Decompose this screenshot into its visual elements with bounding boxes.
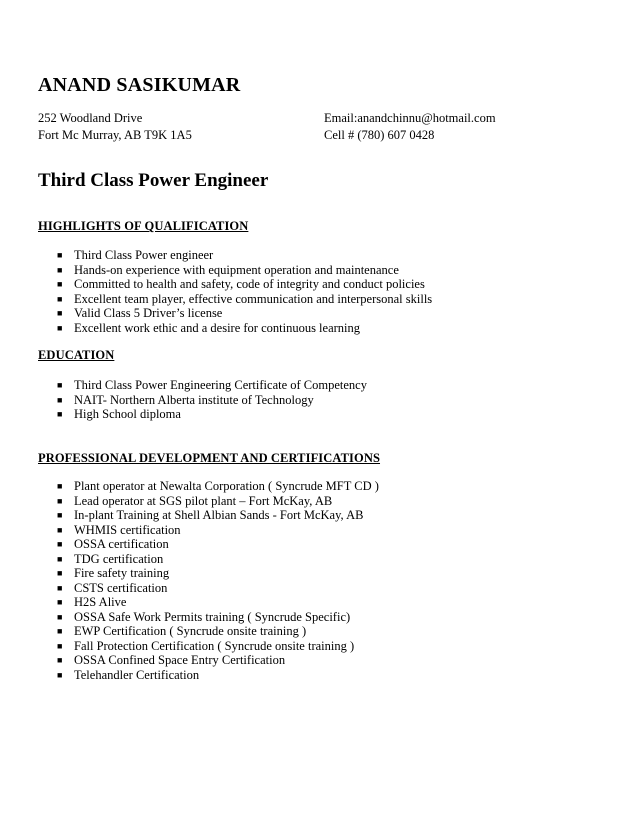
list-item — [57, 668, 379, 683]
list-item-text: Hands-on experience with equipment operation and maintenance — [74, 262, 399, 277]
list-item — [57, 610, 379, 625]
list-item-text: Excellent team player, effective communication and interpersonal skills — [74, 291, 433, 306]
list-item-text: Lead operator at SGS pilot plant – Fort McKay, AB — [74, 493, 333, 508]
list-item — [57, 393, 367, 408]
applicant-name: ANAND SASIKUMAR — [38, 74, 241, 96]
list-item-text: Excellent work ethic and a desire for continuous learning — [74, 320, 361, 335]
list-item — [57, 292, 432, 307]
list-item — [57, 581, 379, 596]
bullet-icon: ■ — [57, 655, 63, 665]
bullet-icon: ■ — [57, 524, 63, 535]
list-item — [57, 321, 432, 336]
list-item-text: TDG certification — [74, 551, 164, 566]
list-item — [57, 378, 367, 393]
list-item-text: H2S Alive — [74, 595, 127, 609]
list-item-text: Telehandler Certification — [74, 667, 200, 682]
contact-info — [324, 110, 496, 144]
job-title: Third Class Power Engineer — [38, 170, 269, 191]
bullet-icon: ■ — [57, 380, 63, 390]
list-item — [57, 595, 379, 610]
highlights-list — [57, 248, 432, 335]
list-item-text: Committed to health and safety, code of integrity and conduct policies — [74, 277, 425, 291]
professional-development-heading: PROFESSIONAL DEVELOPMENT AND CERTIFICATIONS — [38, 451, 381, 465]
bullet-icon: ■ — [57, 264, 63, 275]
list-item — [57, 508, 379, 523]
bullet-icon: ■ — [57, 539, 63, 549]
list-item-text: Valid Class 5 Driver’s license — [74, 306, 223, 320]
email-address: Email:anandchinnu@hotmail.com — [324, 111, 496, 125]
list-item-text: Third Class Power engineer — [74, 248, 214, 262]
bullet-icon: ■ — [57, 308, 63, 318]
bullet-icon: ■ — [57, 250, 63, 260]
bullet-icon: ■ — [57, 481, 63, 491]
list-item — [57, 494, 379, 509]
professional-development-list — [57, 479, 379, 682]
list-item-text: Fire safety training — [74, 566, 170, 580]
bullet-icon: ■ — [57, 279, 63, 289]
bullet-icon: ■ — [57, 597, 63, 607]
list-item-text: Fall Protection Certification ( Syncrude onsite training ) — [74, 638, 355, 653]
list-item-text: OSSA certification — [74, 537, 169, 551]
bullet-icon: ■ — [57, 568, 63, 578]
list-item-text: OSSA Safe Work Permits training ( Syncrude Specific) — [74, 609, 351, 624]
list-item-text: NAIT- Northern Alberta institute of Technology — [74, 392, 314, 407]
bullet-icon: ■ — [57, 582, 63, 593]
list-item-text: EWP Certification ( Syncrude onsite training ) — [74, 624, 307, 638]
mailing-address — [38, 110, 192, 144]
list-item — [57, 653, 379, 668]
address-line-2: Fort Mc Murray, AB T9K 1A5 — [38, 128, 192, 142]
bullet-icon: ■ — [57, 394, 63, 405]
list-item-text: High School diploma — [74, 407, 181, 421]
list-item-text: WHMIS certification — [74, 522, 181, 537]
bullet-icon: ■ — [57, 626, 63, 636]
cell-phone: Cell # (780) 607 0428 — [324, 128, 435, 142]
list-item — [57, 277, 432, 292]
list-item-text: Plant operator at Newalta Corporation ( Syncrude MFT CD ) — [74, 479, 379, 493]
education-list — [57, 378, 367, 422]
list-item — [57, 263, 432, 278]
list-item-text: CSTS certification — [74, 580, 168, 595]
bullet-icon: ■ — [57, 553, 63, 564]
list-item — [57, 248, 432, 263]
list-item — [57, 306, 432, 321]
list-item — [57, 523, 379, 538]
bullet-icon: ■ — [57, 510, 63, 520]
bullet-icon: ■ — [57, 322, 63, 333]
list-item-text: In-plant Training at Shell Albian Sands - Fort McKay, AB — [74, 508, 364, 522]
bullet-icon: ■ — [57, 293, 63, 304]
bullet-icon: ■ — [57, 495, 63, 506]
list-item — [57, 537, 379, 552]
highlights-heading: HIGHLIGHTS OF QUALIFICATION — [38, 219, 249, 233]
list-item — [57, 407, 367, 422]
address-line-1: 252 Woodland Drive — [38, 111, 143, 125]
list-item-text: OSSA Confined Space Entry Certification — [74, 653, 286, 667]
list-item-text: Third Class Power Engineering Certificate of Competency — [74, 378, 367, 392]
list-item — [57, 479, 379, 494]
bullet-icon: ■ — [57, 640, 63, 651]
bullet-icon: ■ — [57, 409, 63, 419]
bullet-icon: ■ — [57, 611, 63, 622]
bullet-icon: ■ — [57, 669, 63, 680]
list-item — [57, 566, 379, 581]
education-heading: EDUCATION — [38, 348, 115, 362]
list-item — [57, 639, 379, 654]
list-item — [57, 552, 379, 567]
list-item — [57, 624, 379, 639]
